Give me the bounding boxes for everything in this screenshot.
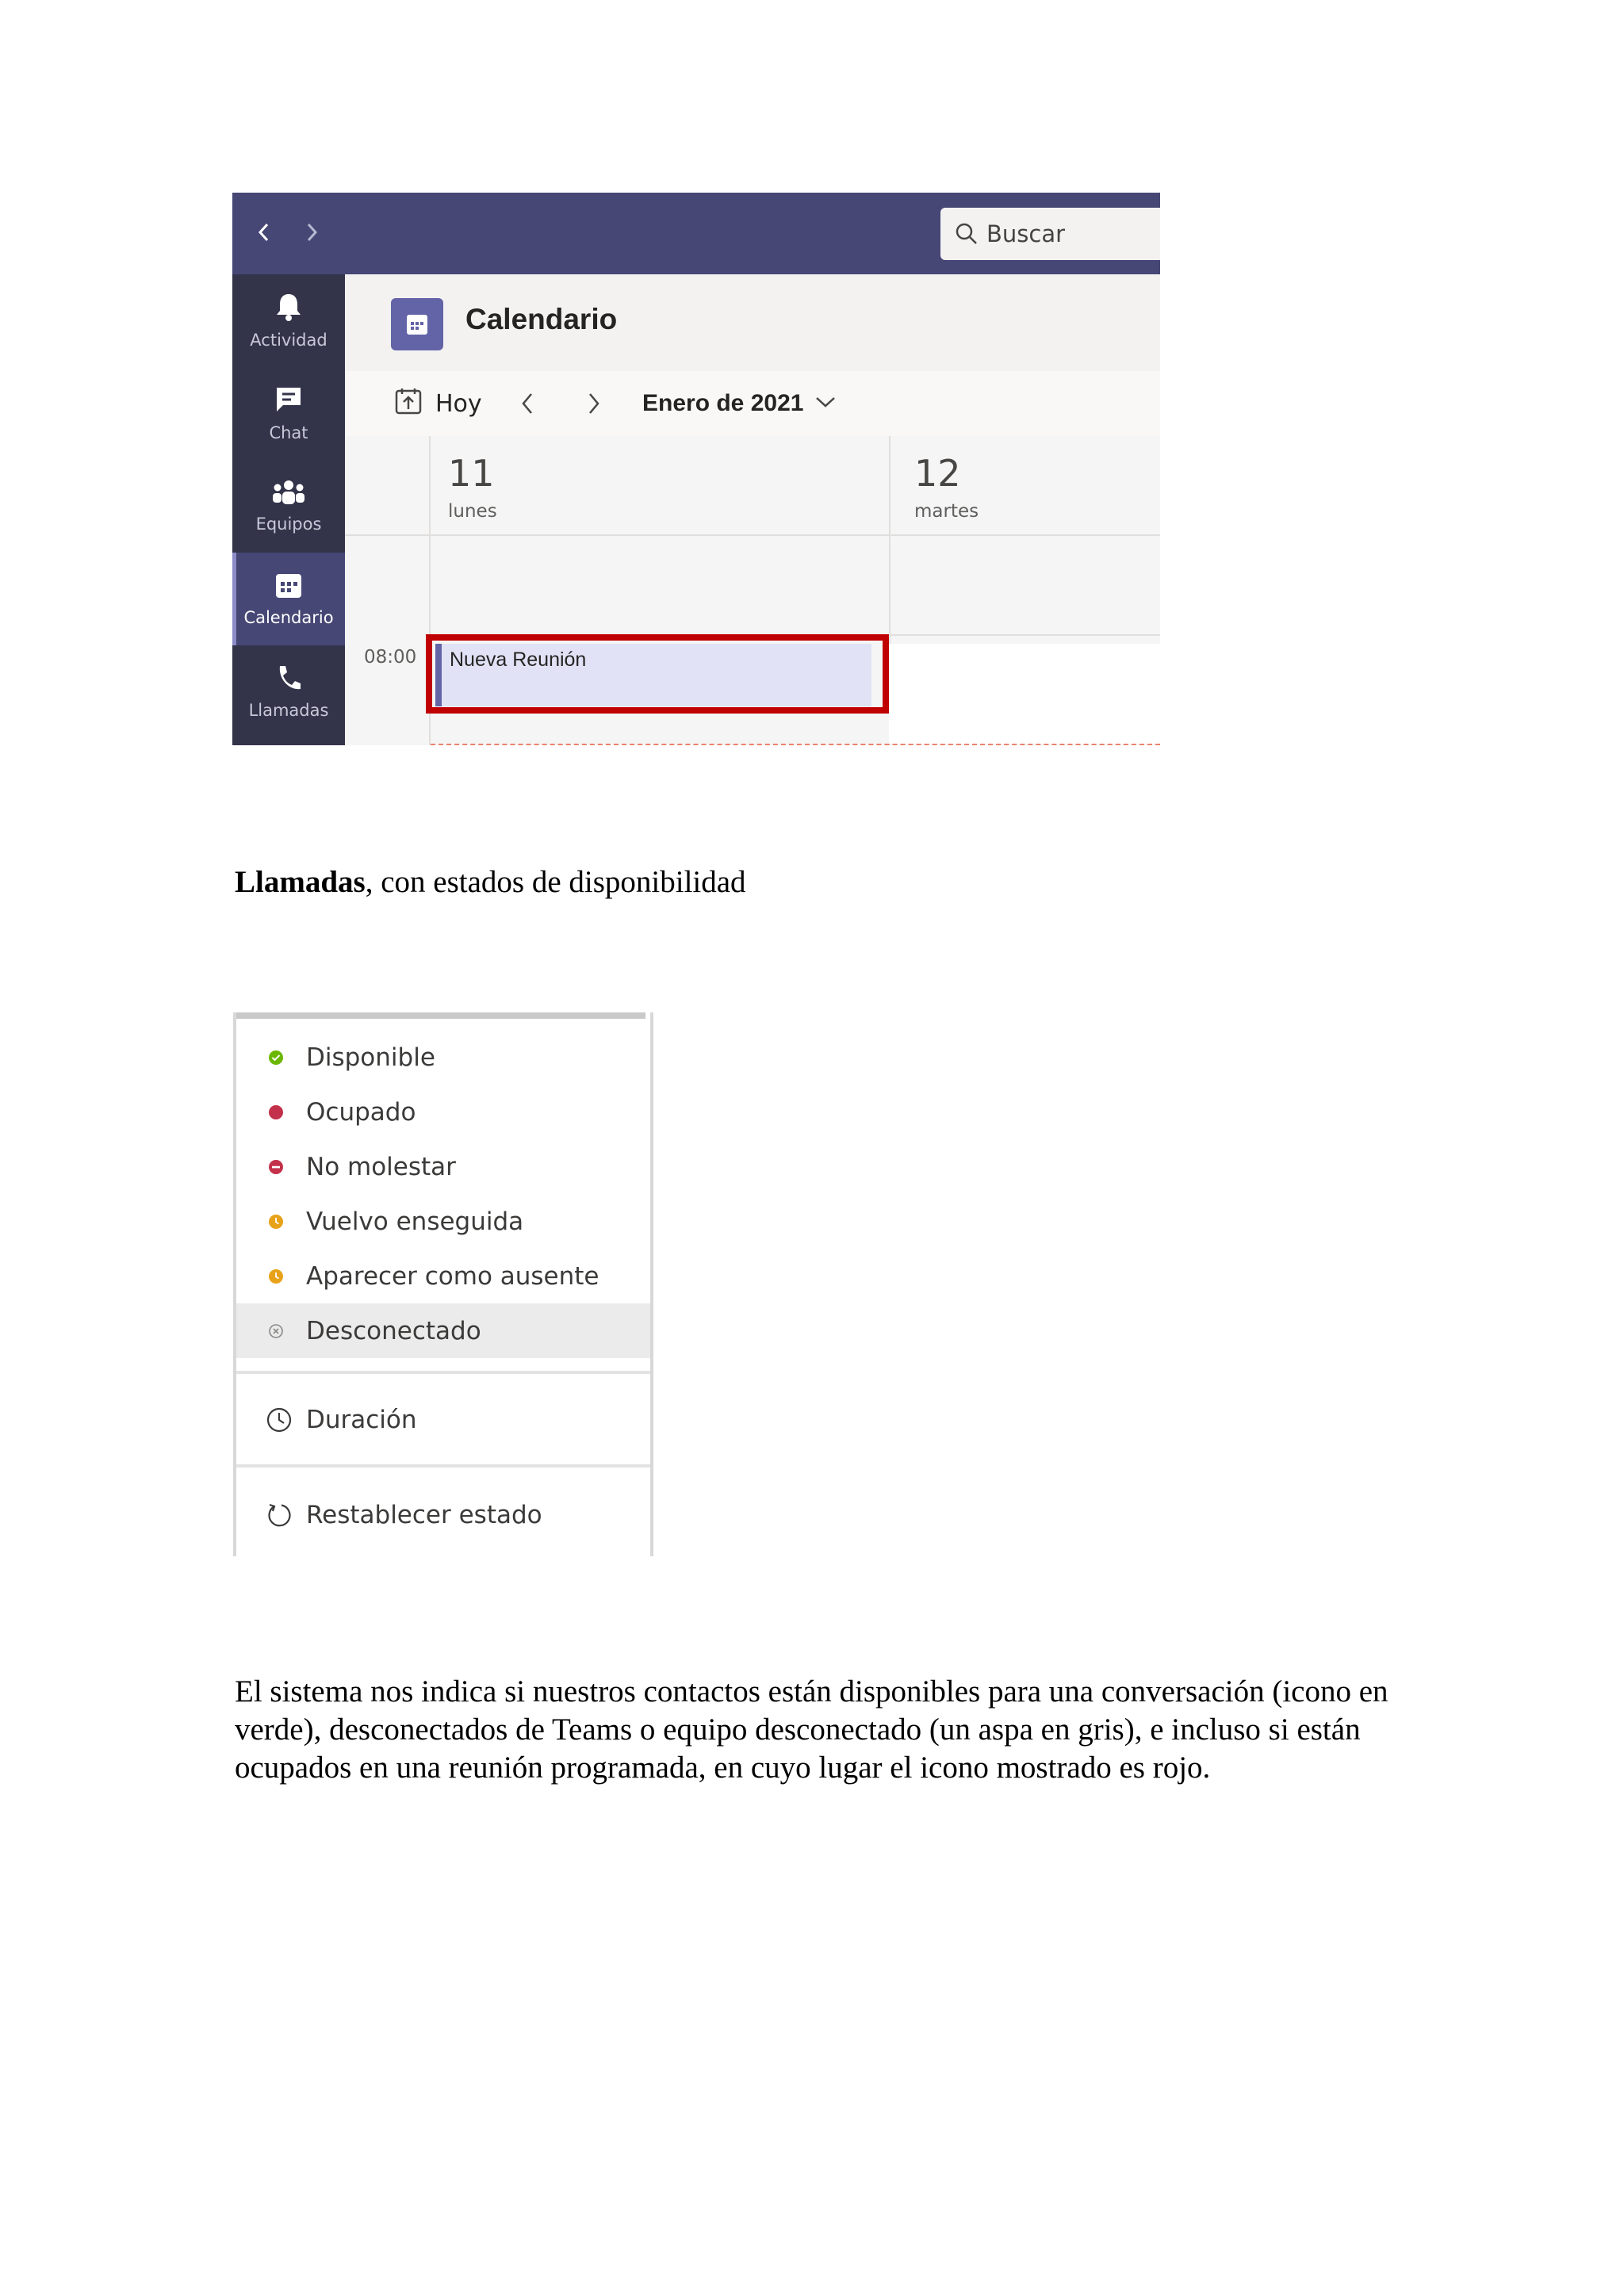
caption-bold: Llamadas: [235, 865, 366, 899]
status-no-molestar[interactable]: [236, 1139, 650, 1194]
grid-divider: [889, 634, 1160, 636]
teams-calendar-screenshot: [232, 193, 1160, 745]
menu-top-border: [233, 1012, 645, 1019]
rail-item-llamadas[interactable]: [232, 645, 345, 738]
status-label: Ocupado: [306, 1097, 416, 1127]
reset-icon: [265, 1501, 293, 1529]
description-paragraph: El sistema nos indica si nuestros contactos están disponibles para una conversación (icono en verde), desconectados de Teams o equipo desconectado (un aspa en gris), e incluso si están ocupados en una reunión programada, en cuyo lugar el icono mostrado es rojo.: [235, 1674, 1388, 1785]
status-menu-screenshot: [233, 1012, 653, 1556]
status-ocupado[interactable]: [236, 1085, 650, 1139]
day-number[interactable]: 11: [448, 452, 495, 495]
search-icon: [955, 222, 979, 246]
status-desconectado[interactable]: [236, 1303, 650, 1358]
caption-llamadas: [235, 864, 746, 900]
status-label: Desconectado: [306, 1316, 481, 1345]
status-label: Aparecer como ausente: [306, 1261, 599, 1291]
back-arrow-icon[interactable]: [248, 216, 280, 248]
rail-label: Actividad: [250, 331, 327, 350]
calendar-header: [345, 274, 1160, 372]
chevron-down-icon: [814, 395, 837, 413]
calendar-today-icon: [394, 387, 423, 421]
status-label: Vuelvo enseguida: [306, 1207, 524, 1236]
offline-icon: [266, 1322, 285, 1341]
busy-icon: [266, 1103, 285, 1122]
be-right-back-icon: [266, 1212, 285, 1231]
app-rail: [232, 274, 345, 745]
day-name: martes: [914, 501, 979, 522]
time-label: 08:00: [364, 647, 417, 668]
event-title: Nueva Reunión: [450, 649, 587, 671]
status-label: No molestar: [306, 1152, 456, 1181]
month-label: Enero de 2021: [642, 390, 804, 416]
rail-label: Llamadas: [248, 701, 329, 720]
status-disponible[interactable]: [236, 1030, 650, 1085]
today-button[interactable]: [394, 387, 482, 421]
duration-label: Duración: [306, 1406, 417, 1434]
bell-icon: [274, 292, 303, 326]
reset-status-option[interactable]: [236, 1483, 650, 1547]
teams-icon: [271, 479, 306, 510]
calendar-icon: [274, 571, 303, 603]
calendar-toolbar: [345, 371, 1160, 438]
rail-item-equipos[interactable]: [232, 460, 345, 553]
month-selector[interactable]: [642, 390, 837, 417]
highlight-box: [426, 634, 889, 714]
status-label: Disponible: [306, 1043, 435, 1072]
current-time-line: [431, 744, 1160, 745]
chat-icon: [274, 385, 304, 419]
rail-label: Chat: [269, 423, 308, 442]
rail-item-calendario[interactable]: [232, 553, 345, 645]
day-name: lunes: [448, 501, 497, 522]
rail-item-actividad[interactable]: [232, 274, 345, 367]
rail-label: Calendario: [243, 608, 334, 627]
day-number[interactable]: 12: [914, 452, 961, 495]
top-bar: [232, 193, 1160, 274]
previous-week-icon[interactable]: [513, 388, 542, 419]
away-icon: [266, 1267, 285, 1286]
calendar-main: [345, 274, 1160, 745]
status-vuelvo-enseguida[interactable]: [236, 1194, 650, 1249]
grid-divider: [345, 534, 1160, 536]
rail-label: Equipos: [255, 515, 322, 534]
available-icon: [266, 1048, 285, 1067]
reset-label: Restablecer estado: [306, 1501, 542, 1529]
week-grid: [345, 436, 1160, 745]
duration-option[interactable]: [236, 1388, 650, 1452]
search-placeholder: Buscar: [986, 220, 1066, 247]
forward-arrow-icon[interactable]: [296, 216, 327, 248]
search-box[interactable]: [940, 208, 1160, 260]
time-slot[interactable]: [889, 644, 1160, 744]
caption-rest: , con estados de disponibilidad: [365, 865, 746, 899]
status-aparecer-como-ausente[interactable]: [236, 1249, 650, 1303]
do-not-disturb-icon: [266, 1158, 285, 1177]
today-label: Hoy: [435, 390, 482, 418]
menu-right-border: [650, 1012, 653, 1556]
next-week-icon[interactable]: [580, 388, 608, 419]
clock-icon: [265, 1406, 293, 1434]
phone-icon: [275, 664, 302, 696]
rail-item-chat[interactable]: [232, 367, 345, 460]
menu-divider: [236, 1371, 650, 1374]
menu-divider: [236, 1464, 650, 1468]
calendar-app-icon: [391, 298, 443, 350]
page-title: Calendario: [465, 303, 618, 335]
